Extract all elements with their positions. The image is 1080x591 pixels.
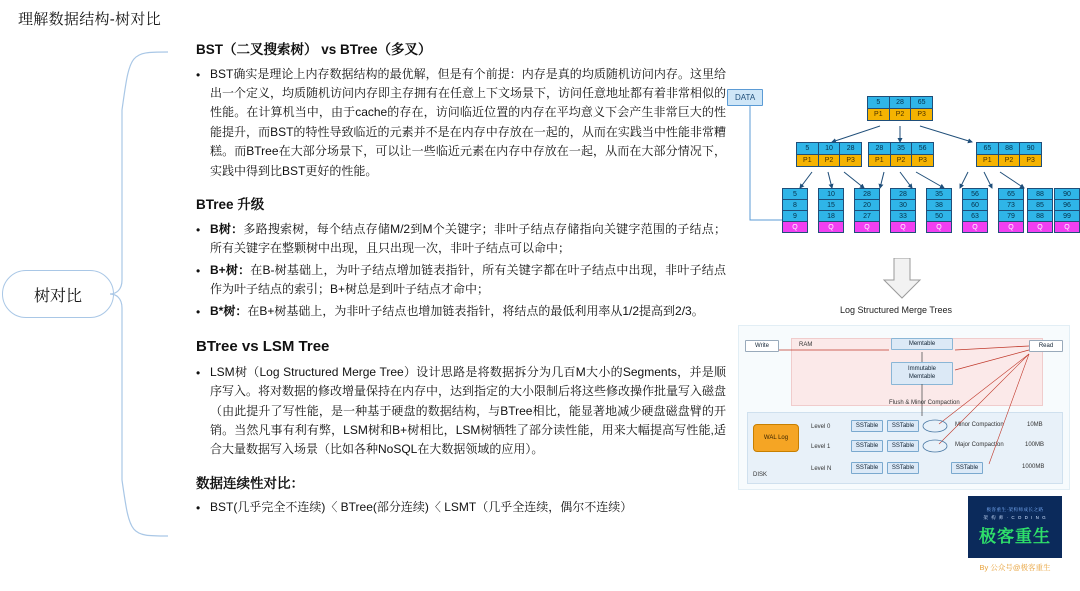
- text-column: [196, 40, 726, 533]
- level-label: Level 1: [811, 444, 831, 450]
- left-group-label: 树对比: [2, 270, 114, 318]
- leaf-key: 63: [963, 211, 987, 222]
- read-node: Read: [1029, 340, 1063, 352]
- leaf-key: 38: [927, 200, 951, 211]
- leaf-key: Q: [1028, 222, 1052, 232]
- node-key: 35: [891, 143, 913, 154]
- group-bracket: [110, 50, 180, 540]
- flush-label: Flush & Minor Compaction: [889, 400, 960, 406]
- node-key: 5: [797, 143, 819, 154]
- bullet-item: [196, 261, 726, 300]
- leaf-key: 99: [1055, 211, 1079, 222]
- section-btree-vs-lsm: [196, 336, 726, 460]
- node-pointer: P2: [890, 108, 912, 120]
- data-label: DATA: [727, 89, 763, 106]
- watermark-top-text: 极客重生·架构师成长之路: [986, 507, 1044, 512]
- leaf-key: Q: [927, 222, 951, 232]
- bullet-marker: •: [196, 304, 201, 319]
- node-key: 10: [819, 143, 841, 154]
- node-pointer: P3: [840, 154, 861, 166]
- leaf-key: 79: [999, 211, 1023, 222]
- btree-leaf: [890, 188, 916, 233]
- bullet-marker: •: [196, 222, 201, 237]
- btree-leaf: [998, 188, 1024, 233]
- node-key: 90: [1020, 143, 1041, 154]
- btree-root-node: [867, 96, 933, 121]
- leaf-key: 28: [891, 189, 915, 200]
- btree-diagram: [722, 80, 1070, 280]
- leaf-key: 9: [783, 211, 807, 222]
- leaf-key: Q: [999, 222, 1023, 232]
- sstable-node: SSTable: [887, 462, 919, 474]
- leaf-key: 50: [927, 211, 951, 222]
- leaf-key: 88: [1028, 211, 1052, 222]
- leaf-key: 65: [999, 189, 1023, 200]
- sstable-node: SSTable: [851, 420, 883, 432]
- section-bst-vs-btree: [196, 40, 726, 181]
- btree-leaf: [854, 188, 880, 233]
- node-pointer: P3: [1020, 154, 1041, 166]
- node-key: 28: [869, 143, 891, 154]
- leaf-key: 35: [927, 189, 951, 200]
- immutable-memtable-node: Immutable Memtable: [891, 362, 953, 385]
- section-heading: BST（二叉搜索树） vs BTree（多叉）: [196, 42, 432, 57]
- btree-leaf: [1054, 188, 1080, 233]
- leaf-key: 27: [855, 211, 879, 222]
- leaf-key: 73: [999, 200, 1023, 211]
- node-pointer: P3: [911, 108, 932, 120]
- btree-internal-node: [796, 142, 862, 167]
- node-pointer: P1: [797, 154, 819, 166]
- btree-leaf: [782, 188, 808, 233]
- leaf-key: 28: [855, 189, 879, 200]
- wal-log-node: WAL Log: [753, 424, 799, 452]
- bullet-text: B*树：在B+树基础上，为非叶子结点也增加链表指针，将结点的最低利用率从1/2提高到2/3。: [210, 303, 704, 318]
- memtable-node: Memtable: [891, 338, 953, 350]
- sstable-node: SSTable: [887, 440, 919, 452]
- bullet-marker: •: [196, 67, 201, 82]
- bullet-item: [196, 65, 726, 182]
- node-key: 88: [999, 143, 1021, 154]
- lsm-connectors: [739, 326, 1071, 491]
- leaf-key: Q: [963, 222, 987, 232]
- node-pointer: P1: [869, 154, 891, 166]
- sstable-node: SSTable: [851, 440, 883, 452]
- watermark-caption: By 公众号@极客重生: [979, 563, 1051, 572]
- leaf-key: 96: [1055, 200, 1079, 211]
- leaf-key: Q: [855, 222, 879, 232]
- down-arrow-icon: [882, 258, 922, 300]
- leaf-key: 15: [819, 200, 843, 211]
- bullet-item: [196, 220, 726, 259]
- leaf-key: 56: [963, 189, 987, 200]
- bullet-marker: •: [196, 501, 201, 516]
- node-key: 65: [977, 143, 999, 154]
- sstable-node: SSTable: [887, 420, 919, 432]
- bullet-marker: •: [196, 263, 201, 278]
- lsm-diagram: [738, 325, 1070, 490]
- section-continuity: [196, 474, 726, 519]
- leaf-key: 88: [1028, 189, 1052, 200]
- node-pointer: P2: [999, 154, 1021, 166]
- section-heading: BTree 升级: [196, 197, 265, 213]
- node-key: 28: [890, 97, 912, 108]
- ram-label: RAM: [799, 342, 813, 348]
- sstable-node: SSTable: [851, 462, 883, 474]
- bullet-text: LSM树（Log Structured Merge Tree）设计思路是将数据拆分为几百M大小的Segments，并是顺序写入。将对数据的修改增量保持在内存中，达到指定的大小限制后将这些修改操作批量写入磁盘（由此提升了写性能，是一种基于硬盘的数据结构，与BTree相比，能显著地减少硬盘磁盘臂的开销。当然凡事有利有弊，LSM树和B+树相比，LSM树牺牲了部分读性能，用来大幅提高写性能,适合大量数据写入场景（比如各种NoSQL在大数据领域的应用）。: [210, 364, 727, 457]
- leaf-key: Q: [783, 222, 807, 232]
- btree-internal-node: [976, 142, 1042, 167]
- leaf-key: 60: [963, 200, 987, 211]
- level-size: 100MB: [1025, 442, 1045, 448]
- section-heading: BTree vs LSM Tree: [196, 337, 330, 355]
- section-btree-upgrade: [196, 195, 726, 322]
- write-node: Write: [745, 340, 779, 352]
- leaf-key: Q: [819, 222, 843, 232]
- leaf-key: 33: [891, 211, 915, 222]
- lsm-caption: Log Structured Merge Trees: [839, 305, 953, 315]
- section-heading: 数据连续性对比：: [196, 475, 304, 491]
- node-pointer: P2: [891, 154, 913, 166]
- bullet-item: [196, 302, 726, 322]
- leaf-key: Q: [1055, 222, 1079, 232]
- node-pointer: P1: [868, 108, 890, 120]
- leaf-key: 85: [1028, 200, 1052, 211]
- bullet-marker: •: [196, 365, 201, 380]
- node-key: 56: [912, 143, 933, 154]
- leaf-key: 20: [855, 200, 879, 211]
- leaf-key: 5: [783, 189, 807, 200]
- level-size: 1000MB: [1022, 464, 1045, 470]
- compaction-label: Major Compaction: [955, 442, 1004, 448]
- node-key: 28: [840, 143, 861, 154]
- bullet-item: [196, 498, 726, 518]
- leaf-key: 8: [783, 200, 807, 211]
- node-pointer: P1: [977, 154, 999, 166]
- leaf-key: 30: [891, 200, 915, 211]
- bullet-text: B+树：在B-树基础上，为叶子结点增加链表指针，所有关键字都在叶子结点中出现，非叶子结点作为叶子结点的索引；B+树总是到叶子结点才命中；: [210, 262, 726, 297]
- btree-leaf: [818, 188, 844, 233]
- node-pointer: P3: [912, 154, 933, 166]
- btree-leaf: [926, 188, 952, 233]
- level-size: 10MB: [1027, 422, 1043, 428]
- watermark-card: [968, 496, 1062, 558]
- node-pointer: P2: [819, 154, 841, 166]
- watermark-sub-text: 架 构 师 · C O D I N G: [983, 515, 1047, 520]
- bullet-text: BST(几乎完全不连续)〈 BTree(部分连续)〈 LSMT（几乎全连续，偶尔不连续）: [210, 500, 633, 515]
- bullet-item: [196, 363, 726, 460]
- btree-internal-node: [868, 142, 934, 167]
- btree-leaf: [1027, 188, 1053, 233]
- leaf-key: 90: [1055, 189, 1079, 200]
- bullet-text: B树：多路搜索树，每个结点存储M/2到M个关键字；非叶子结点存储指向关键字范围的子结点；所有关键字在整颗树中出现，且只出现一次，非叶子结点可以命中；: [210, 221, 726, 256]
- level-label: Level 0: [811, 424, 831, 430]
- leaf-key: 10: [819, 189, 843, 200]
- compaction-label: Minor Compaction: [955, 422, 1004, 428]
- bullet-text: BST确实是理论上内存数据结构的最优解，但是有个前提：内存是真的均质随机访问内存。这里给出一个定义，均质随机访问内存即主存拥有在任意上下文场景下，访问任意地址都有着非常相似的性能。在计算机当中，由于cache的存在，访问临近位置的内存在平均意义下会产生非常巨大的性能提升，而BST的特性导致临近的元素并不是在内存中存放在一起的，从而在实践当中性能非常糟糕。而BTree在大部分场景下，可以让一些临近元素在内存中存放在一起，从而在大部分情况下，实践中得到比BST更好的性能。: [210, 66, 727, 178]
- node-key: 65: [911, 97, 932, 108]
- page-title: 理解数据结构-树对比: [18, 11, 161, 28]
- btree-leaf: [962, 188, 988, 233]
- sstable-node: SSTable: [951, 462, 983, 474]
- level-label: Level N: [811, 466, 832, 472]
- watermark-main-text: 极客重生: [979, 527, 1051, 546]
- disk-label: DISK: [753, 472, 768, 478]
- leaf-key: Q: [891, 222, 915, 232]
- leaf-key: 18: [819, 211, 843, 222]
- node-key: 5: [868, 97, 890, 108]
